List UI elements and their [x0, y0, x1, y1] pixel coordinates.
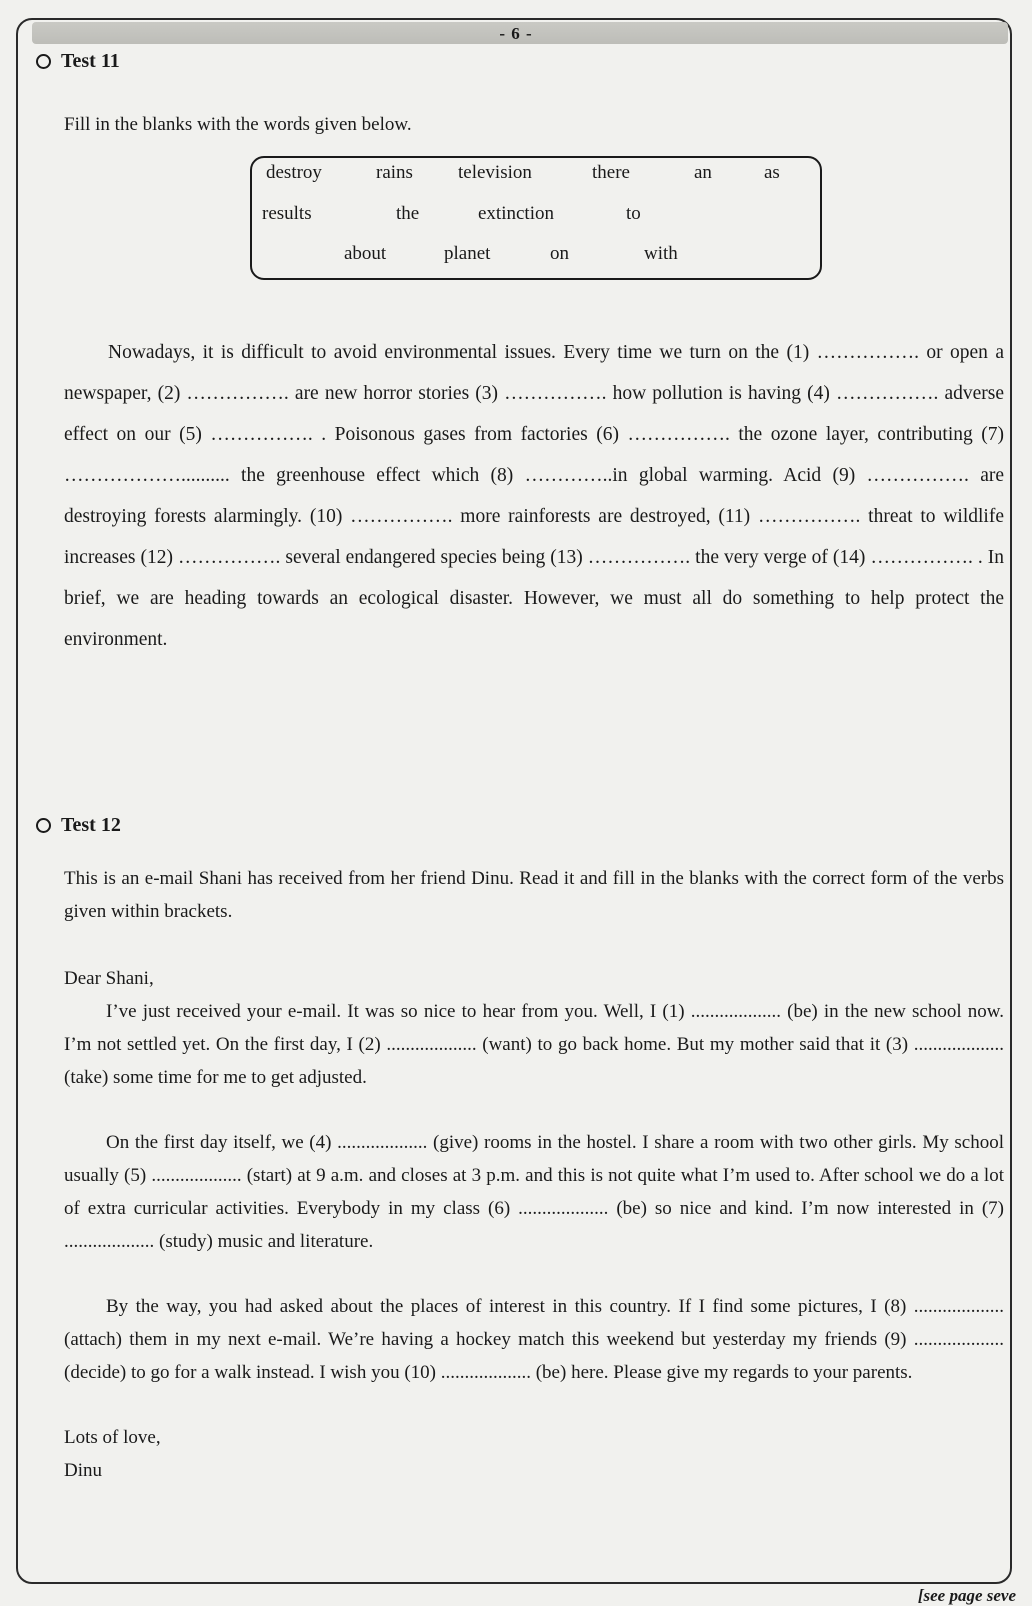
passage-paragraph: Nowadays, it is difficult to avoid environmental issues. Every time we turn on the (1) ……………. or open a newspaper, (2) ……………. are new horror stories (3) ……………. how pollution is having (4) ……………. adverse effect on our (5) ……………. . Poisonous gases from factories (6) ……………. the ozone layer, contributing (7) ……………….......... the greenhouse effect which (8) …………..in global warming. Acid (9) ……………. are destroying forests alarmingly. (10) ……………. more rainforests are destroyed, (11) ……………. threat to wildlife increases (12) ……………. several endangered species being (13) ……………. the very verge of (14) ……………. . In brief, we are heading towards an ecological disaster. However, we must all do something to help protect the environment. — [64, 342, 1004, 650]
letter-closing: Lots of love, — [64, 1427, 161, 1448]
test-11-title-text: Test 11 — [61, 50, 120, 72]
word-item: destroy — [266, 162, 322, 183]
word-item: the — [396, 203, 420, 224]
word-item: results — [262, 203, 312, 224]
test-12-instruction: This is an e-mail Shani has received from her friend Dinu. Read it and fill in the blanks with the correct form of the verbs given within brackets. — [64, 868, 1004, 922]
email-letter — [64, 962, 1004, 1487]
word-item: to — [626, 203, 641, 224]
word-box — [250, 156, 822, 280]
test-11-passage — [64, 332, 1004, 660]
word-item: with — [644, 243, 678, 264]
word-item: rains — [376, 162, 413, 183]
word-item: as — [764, 162, 780, 183]
test-11-instruction: Fill in the blanks with the words given below. — [64, 114, 412, 135]
page-number: - 6 - — [499, 24, 533, 43]
test-11-title — [36, 50, 120, 73]
word-item: planet — [444, 243, 491, 264]
letter-paragraph-1: I’ve just received your e-mail. It was so nice to hear from you. Well, I (1) ................... (be) in the new school now. I’m not settled yet. On the first day, I (2) ................... (want) to go back home. But my mother said that it (3) ................... (take) some time for me to get adjusted. — [64, 1001, 1004, 1088]
circle-bullet-icon — [36, 818, 51, 833]
word-item: there — [592, 162, 630, 183]
word-item: extinction — [478, 203, 554, 224]
letter-paragraph-3: By the way, you had asked about the places of interest in this country. If I find some pictures, I (8) ................... (attach) them in my next e-mail. We’re having a hockey match this weekend but yesterday my friends (9) ................... (decide) to go for a walk instead. I wish you (10) ................... (be) here. Please give my regards to your parents. — [64, 1296, 1004, 1383]
word-item: television — [458, 162, 532, 183]
word-item: on — [550, 243, 569, 264]
letter-salutation: Dear Shani, — [64, 968, 154, 989]
word-item: an — [694, 162, 712, 183]
word-item: about — [344, 243, 387, 264]
letter-paragraph-2: On the first day itself, we (4) ................... (give) rooms in the hostel. I share a room with two other girls. My school usually (5) ................... (start) at 9 a.m. and closes at 3 p.m. and this is not quite what I’m used to. After school we do a lot of extra curricular activities. Everybody in my class (6) ................... (be) so nice and kind. I’m now interested in (7) ................... (study) music and literature. — [64, 1132, 1004, 1252]
test-12-title — [36, 814, 121, 837]
test-12-title-text: Test 12 — [61, 814, 121, 836]
letter-signature: Dinu — [64, 1460, 102, 1481]
circle-bullet-icon — [36, 54, 51, 69]
footer-note: [see page seve — [917, 1586, 1016, 1605]
